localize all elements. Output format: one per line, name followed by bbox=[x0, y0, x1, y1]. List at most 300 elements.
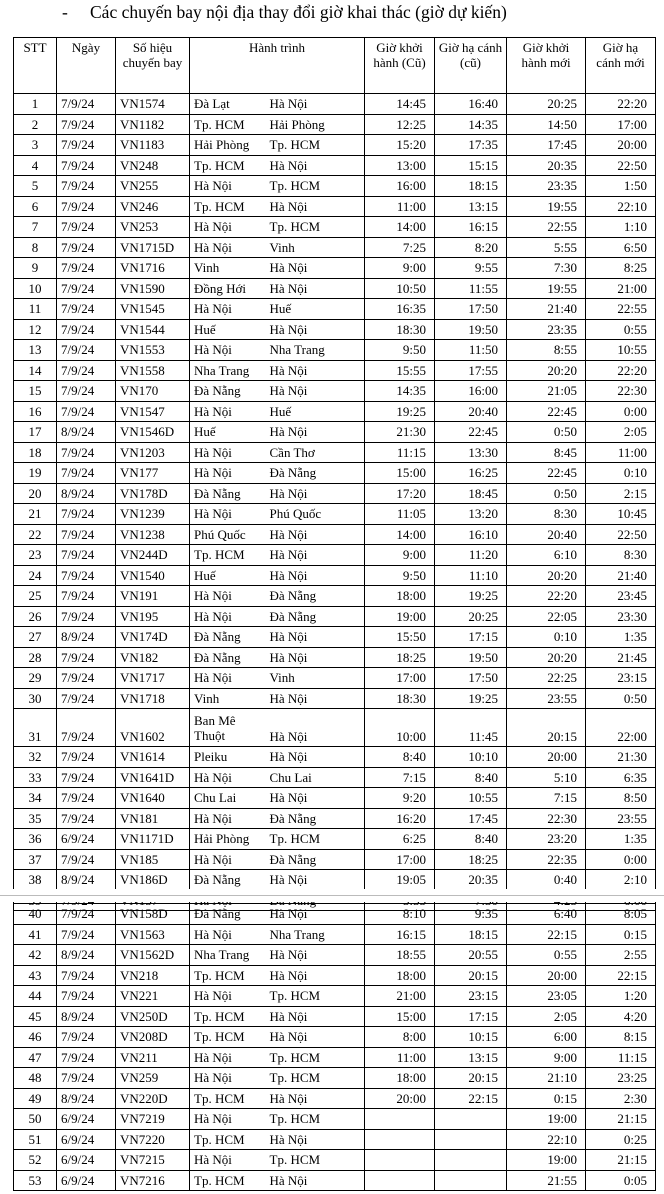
cell-dep-old: 21:00 bbox=[365, 986, 435, 1007]
cell-dep-new: 23:20 bbox=[507, 829, 586, 850]
cell-to: Hà Nội bbox=[266, 381, 365, 402]
cell-from: Tp. HCM bbox=[190, 196, 266, 217]
cell-flight: VN211 bbox=[116, 1047, 190, 1068]
cell-from: Hà Nội bbox=[190, 176, 266, 197]
table-row bbox=[14, 504, 656, 525]
table-row bbox=[14, 1150, 656, 1171]
cell-arr-old: 8:40 bbox=[435, 829, 507, 850]
cell-from: Hải Phòng bbox=[190, 135, 266, 156]
cell-from: Tp. HCM bbox=[190, 1129, 266, 1150]
cell-flight: VN182 bbox=[116, 647, 190, 668]
cell-from: Huế bbox=[190, 422, 266, 443]
cell-dep-new: 21:55 bbox=[507, 1170, 586, 1191]
cell-dep-old: 17:00 bbox=[365, 668, 435, 689]
cell-dep-new: 20:20 bbox=[507, 647, 586, 668]
cell-stt: 20 bbox=[14, 483, 57, 504]
cell-arr-new: 11:15 bbox=[586, 1047, 656, 1068]
cell-arr-new: 21:15 bbox=[586, 1109, 656, 1130]
cell-date: 7/9/24 bbox=[57, 463, 116, 484]
cell-stt: 44 bbox=[14, 986, 57, 1007]
cell-dep-old: 8:10 bbox=[365, 904, 435, 925]
cell-flight: VN1558 bbox=[116, 360, 190, 381]
cell-dep-new: 23:05 bbox=[507, 986, 586, 1007]
cell-date: 7/9/24 bbox=[57, 319, 116, 340]
cell-to: Hà Nội bbox=[266, 627, 365, 648]
cell-from: Hà Nội bbox=[190, 808, 266, 829]
cell-to: Hà Nội bbox=[266, 1129, 365, 1150]
cell-to: Hà Nội bbox=[266, 870, 365, 891]
cell-to: Hà Nội bbox=[266, 422, 365, 443]
cell-arr-old: 10:55 bbox=[435, 788, 507, 809]
cell-arr-new: 10:55 bbox=[586, 340, 656, 361]
cell-arr-new: 1:35 bbox=[586, 829, 656, 850]
cell-arr-old: 13:20 bbox=[435, 504, 507, 525]
cell-arr-old: 22:45 bbox=[435, 422, 507, 443]
cell-to: Hà Nội bbox=[266, 360, 365, 381]
cell-dep-old: 20:00 bbox=[365, 1088, 435, 1109]
cell-dep-old: 8:00 bbox=[365, 1027, 435, 1048]
cell-stt: 35 bbox=[14, 808, 57, 829]
table-row bbox=[14, 1170, 656, 1191]
header-arr-new: Giờ hạ cánh mới bbox=[586, 38, 656, 94]
table-row bbox=[14, 870, 656, 891]
cell-date: 6/9/24 bbox=[57, 1129, 116, 1150]
cell-arr-new: 2:30 bbox=[586, 1088, 656, 1109]
cell-to: Hà Nội bbox=[266, 524, 365, 545]
cell-flight: VN1203 bbox=[116, 442, 190, 463]
cell-stt: 10 bbox=[14, 278, 57, 299]
cell-to: Hà Nội bbox=[266, 709, 365, 747]
cell-arr-old: 16:00 bbox=[435, 381, 507, 402]
cell-flight: VN220D bbox=[116, 1088, 190, 1109]
cell-date: 8/9/24 bbox=[57, 1006, 116, 1027]
cell-stt: 45 bbox=[14, 1006, 57, 1027]
table-row bbox=[14, 545, 656, 566]
cell-dep-new: 20:20 bbox=[507, 565, 586, 586]
cell-date: 8/9/24 bbox=[57, 422, 116, 443]
cell-dep-old: 15:55 bbox=[365, 360, 435, 381]
cell-arr-old: 19:25 bbox=[435, 586, 507, 607]
cell-arr-old: 11:20 bbox=[435, 545, 507, 566]
cell-dep-old: 7:25 bbox=[365, 237, 435, 258]
cell-flight: VN1239 bbox=[116, 504, 190, 525]
cell-dep-new: 2:05 bbox=[507, 1006, 586, 1027]
cell-stt: 43 bbox=[14, 965, 57, 986]
cell-to: Hà Nội bbox=[266, 647, 365, 668]
cell-to: Vinh bbox=[266, 237, 365, 258]
cell-arr-old: 18:25 bbox=[435, 849, 507, 870]
cell-to: Hà Nội bbox=[266, 565, 365, 586]
cell-dep-old: 10:00 bbox=[365, 709, 435, 747]
cell-flight: VN195 bbox=[116, 606, 190, 627]
cell-dep-old: 9:50 bbox=[365, 340, 435, 361]
cell-dep-old: 17:00 bbox=[365, 849, 435, 870]
cell-arr-old: 20:40 bbox=[435, 401, 507, 422]
cell-date: 7/9/24 bbox=[57, 647, 116, 668]
cell-dep-new: 0:50 bbox=[507, 422, 586, 443]
cell-dep-new: 19:00 bbox=[507, 1150, 586, 1171]
cell-to: Cần Thơ bbox=[266, 442, 365, 463]
table-row bbox=[14, 627, 656, 648]
cell-flight: VN1540 bbox=[116, 565, 190, 586]
cell-arr-new: 1:10 bbox=[586, 217, 656, 238]
cell-from: Huế bbox=[190, 565, 266, 586]
cell-date: 7/9/24 bbox=[57, 1027, 116, 1048]
cell-arr-new: 0:50 bbox=[586, 688, 656, 709]
table-row bbox=[14, 1088, 656, 1109]
cell-arr-new: 8:50 bbox=[586, 788, 656, 809]
cell-flight: VN1641D bbox=[116, 767, 190, 788]
cell-dep-old: 16:20 bbox=[365, 808, 435, 829]
cell-dep-new: 19:55 bbox=[507, 196, 586, 217]
cell-flight: VN186D bbox=[116, 870, 190, 891]
cell-stt: 48 bbox=[14, 1068, 57, 1089]
table-row bbox=[14, 1129, 656, 1150]
table-row bbox=[14, 401, 656, 422]
cell-dep-new: 22:20 bbox=[507, 586, 586, 607]
cell-flight: VN250D bbox=[116, 1006, 190, 1027]
cell-stt: 1 bbox=[14, 94, 57, 115]
table-row bbox=[14, 986, 656, 1007]
cell-dep-old bbox=[365, 1129, 435, 1150]
cell-stt: 19 bbox=[14, 463, 57, 484]
cell-arr-new: 1:50 bbox=[586, 176, 656, 197]
cell-arr-new: 0:00 bbox=[586, 849, 656, 870]
table-row bbox=[14, 1109, 656, 1130]
cell-arr-old: 20:15 bbox=[435, 1068, 507, 1089]
cell-dep-old: 15:00 bbox=[365, 463, 435, 484]
cell-dep-new: 0:50 bbox=[507, 483, 586, 504]
cell-to: Đà Nẵng bbox=[266, 606, 365, 627]
cell-arr-new: 21:15 bbox=[586, 1150, 656, 1171]
table-row bbox=[14, 135, 656, 156]
cell-stt: 8 bbox=[14, 237, 57, 258]
heading-dash: - bbox=[62, 2, 68, 22]
cell-dep-new: 0:15 bbox=[507, 1088, 586, 1109]
cell-arr-new: 17:00 bbox=[586, 114, 656, 135]
cell-dep-new: 19:55 bbox=[507, 278, 586, 299]
cell-stt: 12 bbox=[14, 319, 57, 340]
header-date: Ngày bbox=[57, 38, 116, 94]
cell-arr-old: 16:10 bbox=[435, 524, 507, 545]
cell-date: 7/9/24 bbox=[57, 788, 116, 809]
cell-dep-new: 6:40 bbox=[507, 904, 586, 925]
cell-from: Đà Lạt bbox=[190, 94, 266, 115]
cell-stt: 50 bbox=[14, 1109, 57, 1130]
table-body-part2 bbox=[14, 904, 656, 1191]
cell-date: 7/9/24 bbox=[57, 299, 116, 320]
cell-arr-new: 22:30 bbox=[586, 381, 656, 402]
cell-from: Huế bbox=[190, 319, 266, 340]
table-row bbox=[14, 278, 656, 299]
cell-arr-new: 8:05 bbox=[586, 904, 656, 925]
cell-dep-old: 18:00 bbox=[365, 1068, 435, 1089]
cell-arr-new: 21:30 bbox=[586, 747, 656, 768]
cell-arr-old bbox=[435, 1170, 507, 1191]
cell-flight: VN7216 bbox=[116, 1170, 190, 1191]
cell-flight: VN255 bbox=[116, 176, 190, 197]
cell-arr-new: 22:20 bbox=[586, 360, 656, 381]
cell-arr-new: 6:50 bbox=[586, 237, 656, 258]
table-row bbox=[14, 381, 656, 402]
section-heading bbox=[62, 2, 507, 23]
cell-arr-new: 22:10 bbox=[586, 196, 656, 217]
cell-from: Hà Nội bbox=[190, 442, 266, 463]
cell-dep-old bbox=[365, 1150, 435, 1171]
cell-from: Hà Nội bbox=[190, 237, 266, 258]
cell-date: 7/9/24 bbox=[57, 668, 116, 689]
cell-to: Hà Nội bbox=[266, 545, 365, 566]
cell-to: Vinh bbox=[266, 668, 365, 689]
table-row bbox=[14, 849, 656, 870]
cell-to: Hà Nội bbox=[266, 94, 365, 115]
cell-dep-new: 8:45 bbox=[507, 442, 586, 463]
cell-arr-old: 19:25 bbox=[435, 688, 507, 709]
cell-from: Đồng Hới bbox=[190, 278, 266, 299]
cell-dep-new: 22:15 bbox=[507, 924, 586, 945]
cell-stt: 6 bbox=[14, 196, 57, 217]
table-row bbox=[14, 767, 656, 788]
cell-date: 7/9/24 bbox=[57, 442, 116, 463]
cell-dep-new: 21:10 bbox=[507, 1068, 586, 1089]
cell-arr-new: 23:45 bbox=[586, 586, 656, 607]
cell-dep-new: 5:10 bbox=[507, 767, 586, 788]
cell-flight: VN1614 bbox=[116, 747, 190, 768]
cell-arr-old: 17:15 bbox=[435, 1006, 507, 1027]
cell-arr-old: 11:10 bbox=[435, 565, 507, 586]
cell-to: Tp. HCM bbox=[266, 1068, 365, 1089]
cell-dep-new: 20:25 bbox=[507, 94, 586, 115]
cell-arr-new: 21:45 bbox=[586, 647, 656, 668]
cell-flight: VN253 bbox=[116, 217, 190, 238]
header-dep-new: Giờ khởi hành mới bbox=[507, 38, 586, 94]
cell-date: 7/9/24 bbox=[57, 965, 116, 986]
cell-stt: 53 bbox=[14, 1170, 57, 1191]
cell-from: Tp. HCM bbox=[190, 1088, 266, 1109]
header-arr-old: Giờ hạ cánh (cũ) bbox=[435, 38, 507, 94]
cell-arr-old: 18:45 bbox=[435, 483, 507, 504]
cell-arr-new: 23:30 bbox=[586, 606, 656, 627]
cell-to: Tp. HCM bbox=[266, 1047, 365, 1068]
cell-dep-old: 19:00 bbox=[365, 606, 435, 627]
cell-dep-new: 7:15 bbox=[507, 788, 586, 809]
cell-dep-old: 18:30 bbox=[365, 688, 435, 709]
table-row bbox=[14, 319, 656, 340]
cell-arr-old: 11:45 bbox=[435, 709, 507, 747]
cell-flight: VN1574 bbox=[116, 94, 190, 115]
cell-arr-new: 22:50 bbox=[586, 524, 656, 545]
cell-dep-new: 23:55 bbox=[507, 688, 586, 709]
cell-arr-new: 2:05 bbox=[586, 422, 656, 443]
cell-dep-old: 9:00 bbox=[365, 545, 435, 566]
cell-flight: VN1544 bbox=[116, 319, 190, 340]
table-row bbox=[14, 299, 656, 320]
cell-date: 7/9/24 bbox=[57, 135, 116, 156]
cell-dep-new: 22:05 bbox=[507, 606, 586, 627]
cell-flight: VN1640 bbox=[116, 788, 190, 809]
cell-stt: 40 bbox=[14, 904, 57, 925]
cell-dep-new: 7:30 bbox=[507, 258, 586, 279]
cell-arr-new: 0:00 bbox=[586, 401, 656, 422]
table-row bbox=[14, 217, 656, 238]
cell-date: 7/9/24 bbox=[57, 767, 116, 788]
table-body-part1 bbox=[14, 94, 656, 911]
table-row bbox=[14, 524, 656, 545]
cell-dep-old: 18:00 bbox=[365, 586, 435, 607]
table-row bbox=[14, 176, 656, 197]
cell-from: Đà Nẵng bbox=[190, 381, 266, 402]
cell-arr-old: 17:15 bbox=[435, 627, 507, 648]
cell-date: 7/9/24 bbox=[57, 217, 116, 238]
cell-dep-old: 15:00 bbox=[365, 1006, 435, 1027]
cell-from: Hà Nội bbox=[190, 586, 266, 607]
cell-flight: VN178D bbox=[116, 483, 190, 504]
cell-arr-new: 22:55 bbox=[586, 299, 656, 320]
cell-date: 7/9/24 bbox=[57, 155, 116, 176]
cell-stt: 25 bbox=[14, 586, 57, 607]
cell-date: 6/9/24 bbox=[57, 829, 116, 850]
cell-stt: 4 bbox=[14, 155, 57, 176]
cell-to: Hà Nội bbox=[266, 747, 365, 768]
cell-to: Huế bbox=[266, 401, 365, 422]
cell-from: Chu Lai bbox=[190, 788, 266, 809]
cell-arr-old: 19:50 bbox=[435, 647, 507, 668]
cell-arr-new: 22:20 bbox=[586, 94, 656, 115]
cell-dep-new: 20:00 bbox=[507, 965, 586, 986]
table-row bbox=[14, 788, 656, 809]
cell-from: Hà Nội bbox=[190, 849, 266, 870]
cell-dep-new: 22:30 bbox=[507, 808, 586, 829]
cell-arr-old bbox=[435, 1129, 507, 1150]
cell-from: Đà Nẵng bbox=[190, 627, 266, 648]
cell-to: Hà Nội bbox=[266, 945, 365, 966]
cell-dep-new: 20:20 bbox=[507, 360, 586, 381]
cell-dep-old: 11:15 bbox=[365, 442, 435, 463]
cell-from: Ban Mê Thuột bbox=[190, 709, 266, 747]
cell-dep-new: 21:40 bbox=[507, 299, 586, 320]
cell-to: Hà Nội bbox=[266, 483, 365, 504]
cell-stt: 51 bbox=[14, 1129, 57, 1150]
cell-arr-old: 16:25 bbox=[435, 463, 507, 484]
cell-stt: 30 bbox=[14, 688, 57, 709]
cell-to: Đà Nẵng bbox=[266, 463, 365, 484]
cell-dep-new: 6:10 bbox=[507, 545, 586, 566]
cell-arr-new: 23:15 bbox=[586, 668, 656, 689]
table-row bbox=[14, 709, 656, 747]
cell-flight: VN1718 bbox=[116, 688, 190, 709]
cell-dep-old: 19:05 bbox=[365, 870, 435, 891]
cell-dep-old: 9:00 bbox=[365, 258, 435, 279]
cell-arr-new: 0:05 bbox=[586, 1170, 656, 1191]
cell-flight: VN1546D bbox=[116, 422, 190, 443]
cell-to: Hải Phòng bbox=[266, 114, 365, 135]
cell-dep-old: 10:50 bbox=[365, 278, 435, 299]
cell-dep-old: 11:00 bbox=[365, 1047, 435, 1068]
cell-dep-old: 15:50 bbox=[365, 627, 435, 648]
table-row bbox=[14, 1047, 656, 1068]
cell-from: Đà Nẵng bbox=[190, 904, 266, 925]
cell-dep-old: 14:00 bbox=[365, 524, 435, 545]
cell-stt: 13 bbox=[14, 340, 57, 361]
cell-to: Đà Nẵng bbox=[266, 586, 365, 607]
cell-flight: VN1602 bbox=[116, 709, 190, 747]
cell-to: Tp. HCM bbox=[266, 1109, 365, 1130]
header-route: Hành trình bbox=[190, 38, 365, 94]
cell-from: Nha Trang bbox=[190, 945, 266, 966]
cell-arr-old: 22:15 bbox=[435, 1088, 507, 1109]
cell-stt: 23 bbox=[14, 545, 57, 566]
cell-arr-new: 22:15 bbox=[586, 965, 656, 986]
cell-to: Hà Nội bbox=[266, 904, 365, 925]
cell-to: Hà Nội bbox=[266, 1006, 365, 1027]
cell-arr-old bbox=[435, 1150, 507, 1171]
cell-from: Hà Nội bbox=[190, 217, 266, 238]
table-row bbox=[14, 258, 656, 279]
cell-stt: 26 bbox=[14, 606, 57, 627]
cell-flight: VN1716 bbox=[116, 258, 190, 279]
cell-date: 7/9/24 bbox=[57, 401, 116, 422]
cell-to: Hà Nội bbox=[266, 196, 365, 217]
table-row bbox=[14, 747, 656, 768]
table-row bbox=[14, 808, 656, 829]
cell-flight: VN7220 bbox=[116, 1129, 190, 1150]
cell-date: 7/9/24 bbox=[57, 606, 116, 627]
cell-arr-old bbox=[435, 1109, 507, 1130]
cell-dep-old bbox=[365, 1170, 435, 1191]
table-row bbox=[14, 668, 656, 689]
cell-date: 7/9/24 bbox=[57, 176, 116, 197]
cell-date: 7/9/24 bbox=[57, 586, 116, 607]
cell-to: Tp. HCM bbox=[266, 986, 365, 1007]
cell-from: Hà Nội bbox=[190, 340, 266, 361]
table-row bbox=[14, 586, 656, 607]
cell-arr-old: 13:30 bbox=[435, 442, 507, 463]
cell-dep-old: 11:00 bbox=[365, 196, 435, 217]
cell-arr-old: 17:50 bbox=[435, 668, 507, 689]
page-break bbox=[0, 889, 664, 902]
cell-stt: 28 bbox=[14, 647, 57, 668]
cell-dep-new: 23:35 bbox=[507, 176, 586, 197]
cell-stt: 16 bbox=[14, 401, 57, 422]
cell-flight: VN218 bbox=[116, 965, 190, 986]
cell-flight: VN1553 bbox=[116, 340, 190, 361]
cell-dep-new: 20:35 bbox=[507, 155, 586, 176]
cell-date: 7/9/24 bbox=[57, 524, 116, 545]
cell-dep-new: 22:35 bbox=[507, 849, 586, 870]
cell-date: 7/9/24 bbox=[57, 545, 116, 566]
cell-arr-new: 6:35 bbox=[586, 767, 656, 788]
cell-date: 7/9/24 bbox=[57, 747, 116, 768]
cell-dep-old: 13:00 bbox=[365, 155, 435, 176]
cell-stt: 9 bbox=[14, 258, 57, 279]
cell-to: Hà Nội bbox=[266, 788, 365, 809]
cell-arr-new: 21:40 bbox=[586, 565, 656, 586]
cell-from: Hà Nội bbox=[190, 1150, 266, 1171]
cell-to: Đà Nẵng bbox=[266, 808, 365, 829]
cell-dep-new: 22:10 bbox=[507, 1129, 586, 1150]
cell-dep-old: 16:35 bbox=[365, 299, 435, 320]
cell-dep-old: 14:45 bbox=[365, 94, 435, 115]
header-stt: STT bbox=[14, 38, 57, 94]
cell-date: 8/9/24 bbox=[57, 870, 116, 891]
cell-date: 8/9/24 bbox=[57, 627, 116, 648]
cell-dep-old: 7:15 bbox=[365, 767, 435, 788]
cell-from: Tp. HCM bbox=[190, 114, 266, 135]
cell-flight: VN1238 bbox=[116, 524, 190, 545]
cell-dep-old: 18:55 bbox=[365, 945, 435, 966]
cell-dep-new: 0:40 bbox=[507, 870, 586, 891]
cell-dep-new: 22:45 bbox=[507, 401, 586, 422]
